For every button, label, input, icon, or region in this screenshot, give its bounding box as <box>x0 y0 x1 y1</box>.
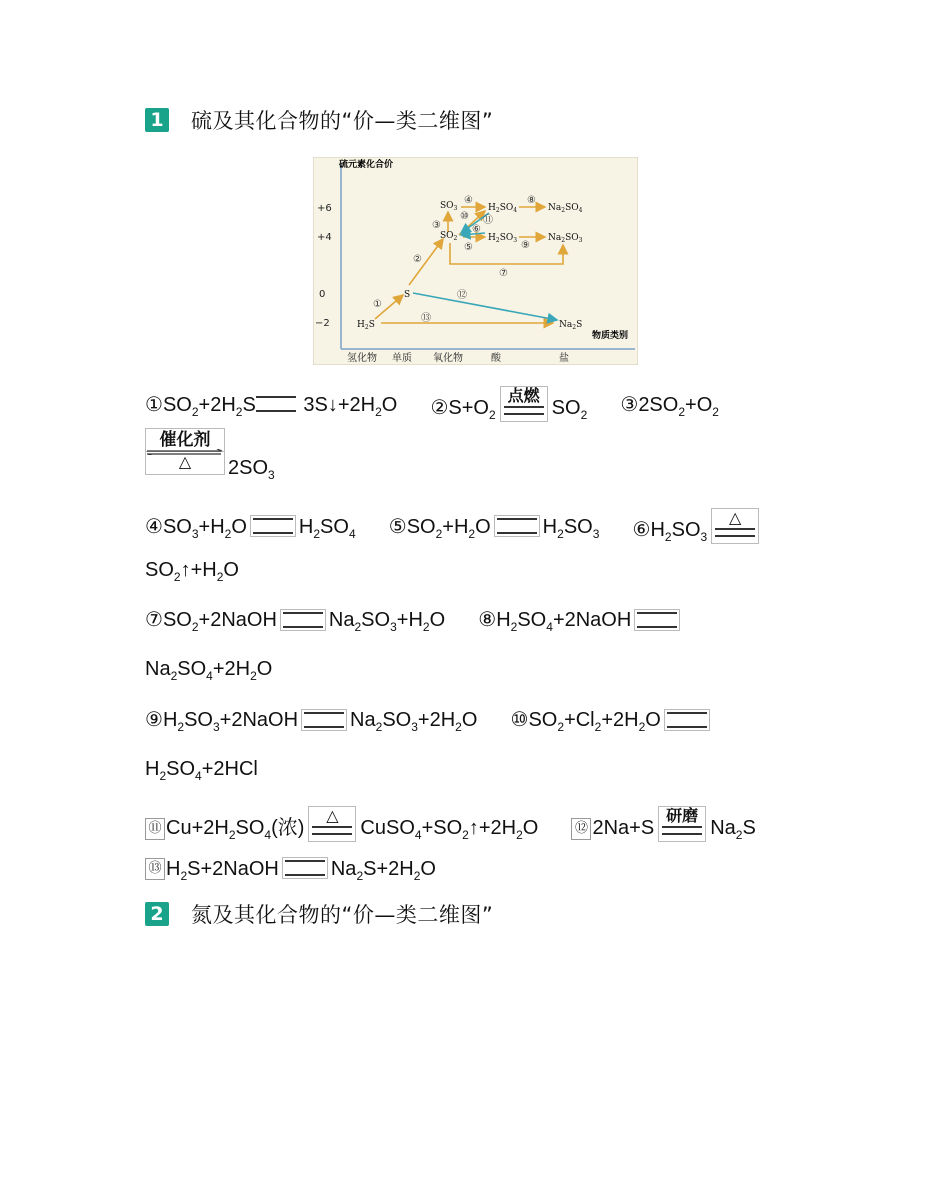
species-h2s: $H_2S$ <box>357 320 375 331</box>
reaction-line-2 <box>145 508 763 544</box>
reaction-3: $③2SO_2+O_2$ <box>620 391 719 419</box>
section-1-heading <box>145 107 493 133</box>
reaction-4: $④SO_3+H_2O$ $H_2SO_4$ <box>145 513 356 541</box>
x-category-label: 盐 <box>559 353 569 364</box>
reaction-2: $②S+O_2$ 点燃 $SO_2$ <box>430 386 588 422</box>
x-category-label: 单质 <box>392 353 412 364</box>
reaction-10-product: $H_2SO_4+2HCl$ <box>145 758 258 783</box>
y-tick-label: −2 <box>315 318 330 329</box>
reaction-condition: 点燃 <box>500 386 548 422</box>
reaction-9: $⑨H_2SO_3+2NaOH$ $Na_2SO_3+2H_2O$ <box>145 707 478 735</box>
marker-7: ⑦ <box>499 268 508 279</box>
reaction-8-product: $Na_2SO_4+2H_2O$ <box>145 658 273 683</box>
marker-1: ① <box>373 299 382 310</box>
sulfur-valence-class-diagram <box>313 157 638 365</box>
reaction-1: $①SO_2+2H_2S$ $3S↓+2H_2O$ <box>145 391 398 419</box>
section-number-badge: 1 <box>145 108 169 132</box>
reaction-line-5 <box>145 806 756 842</box>
y-tick-label: +6 <box>317 203 332 214</box>
y-axis-label: 硫元素化合价 <box>339 160 394 170</box>
marker-3: ③ <box>432 220 441 231</box>
marker-12: ⑫ <box>457 290 467 301</box>
marker-11: ⑪ <box>483 215 493 226</box>
species-h2so4: $H_2SO_4$ <box>488 203 518 214</box>
species-s: S <box>404 290 411 300</box>
section-number-badge: 2 <box>145 902 169 926</box>
x-category-label: 氢化物 <box>347 353 377 364</box>
reversible-arrow-icon <box>145 449 225 455</box>
marker-6: ⑥ <box>472 224 481 235</box>
reaction-condition: △ <box>711 508 759 544</box>
equals-sign <box>256 396 296 412</box>
species-na2so3: $Na_2SO_3$ <box>548 233 583 244</box>
reaction-line-4 <box>145 705 713 735</box>
section-2-heading <box>145 901 493 927</box>
x-category-label: 酸 <box>491 353 501 364</box>
reaction-condition: △ <box>308 806 356 842</box>
x-axis-label: 物质类别 <box>592 331 629 341</box>
diagram-background <box>313 157 638 365</box>
marker-9: ⑨ <box>521 240 530 251</box>
section-title: 硫及其化合物的“价—类二维图” <box>191 109 494 133</box>
marker-2: ② <box>413 254 422 265</box>
reaction-5: $⑤SO_2+H_2O$ $H_2SO_3$ <box>388 513 600 541</box>
reaction-11: ⑪ $Cu+2H_2SO_4$(浓) △ $CuSO_4+SO_2↑+2H_2O$ <box>145 806 538 842</box>
reaction-8: $⑧H_2SO_4+2NaOH$ <box>478 605 683 634</box>
species-h2so3: $H_2SO_3$ <box>488 233 518 244</box>
reaction-line-3 <box>145 605 683 635</box>
reaction-line-6 <box>145 854 436 884</box>
species-na2s: $Na_2S$ <box>559 320 583 331</box>
marker-8: ⑧ <box>527 195 536 206</box>
marker-5: ⑤ <box>464 242 473 253</box>
marker-10: ⑩ <box>460 211 469 222</box>
reaction-7: $⑦SO_2+2NaOH$ $Na_2SO_3+H_2O$ <box>145 607 446 635</box>
x-category-label: 氧化物 <box>433 353 463 364</box>
section-title: 氮及其化合物的“价—类二维图” <box>191 903 494 927</box>
reaction-13: ⑬ $H_2S+2NaOH$ $Na_2S+2H_2O$ <box>145 855 436 883</box>
species-na2so4: $Na_2SO_4$ <box>548 203 583 214</box>
reaction-line-1 <box>145 386 719 422</box>
species-so2: $SO_2$ <box>440 231 458 242</box>
reaction-6-product: $SO_2↑+H_2O$ <box>145 559 239 584</box>
reaction-10: $⑩SO_2+Cl_2+2H_2O$ <box>511 705 713 734</box>
reversible-condition-box: 催化剂 △ <box>145 428 223 480</box>
marker-4: ④ <box>464 195 473 206</box>
reaction-6: $⑥H_2SO_3$ △ <box>633 508 764 544</box>
y-tick-label: 0 <box>319 289 326 300</box>
species-so3: $SO_3$ <box>440 201 458 212</box>
reaction-condition: 研磨 <box>658 806 706 842</box>
marker-13: ⑬ <box>421 313 431 324</box>
y-tick-label: +4 <box>317 232 332 243</box>
reaction-3-product: $2SO_3$ <box>228 457 275 482</box>
reaction-12: ⑫ 2Na+S 研磨 $Na_2S$ <box>571 806 755 842</box>
